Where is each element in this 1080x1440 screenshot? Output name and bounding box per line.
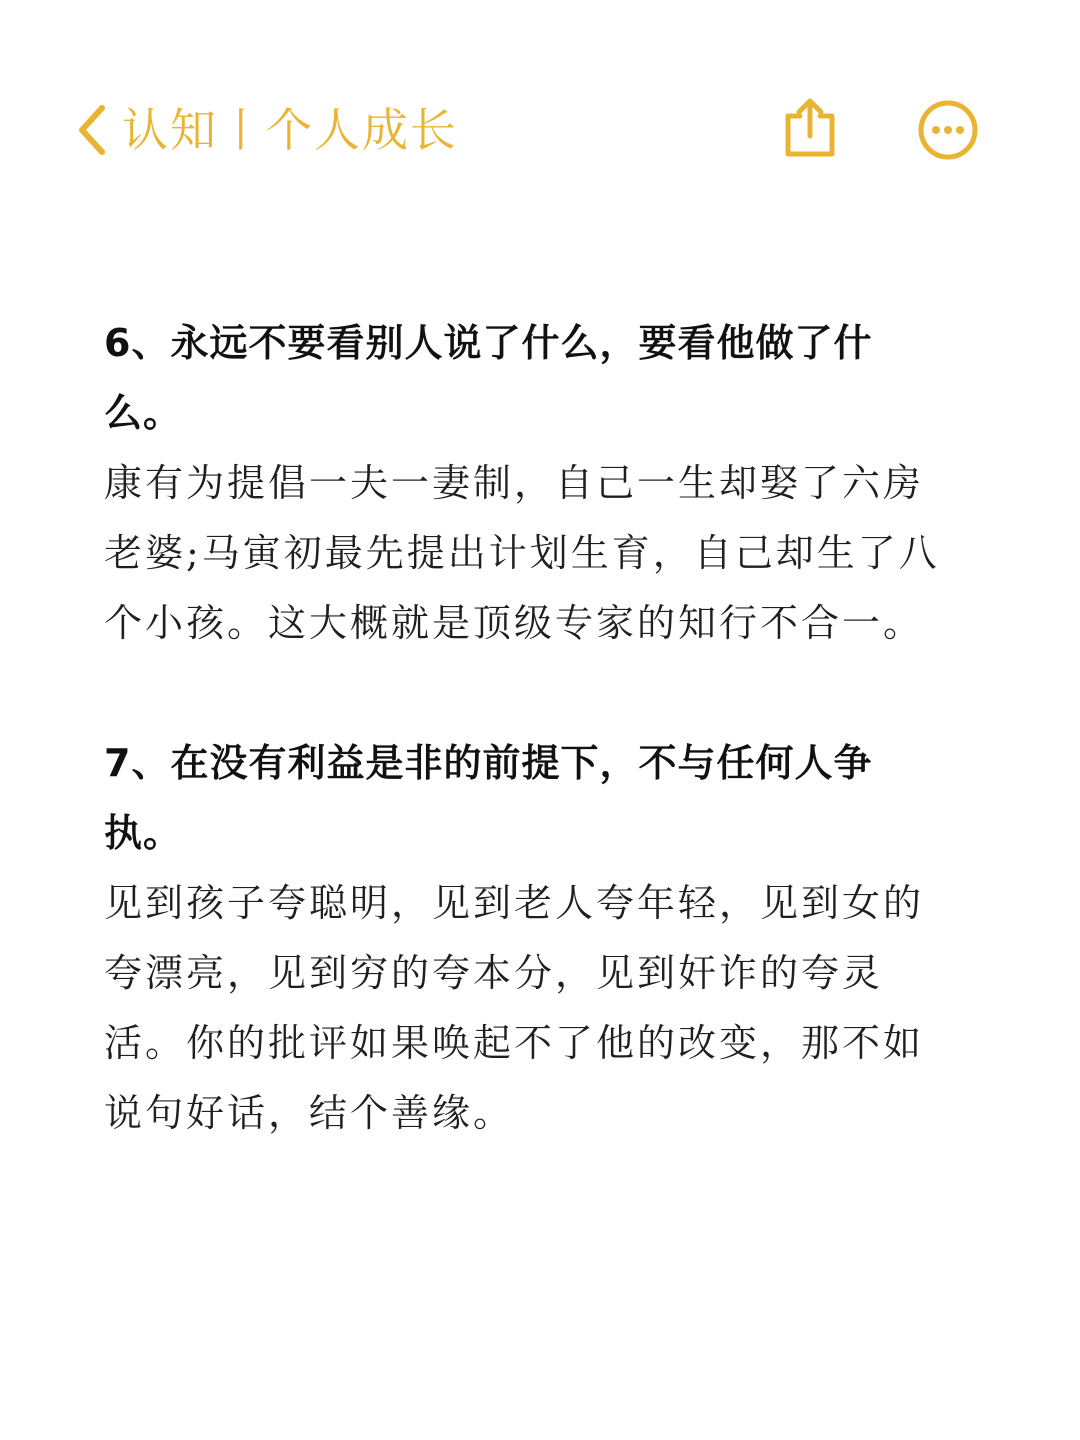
section-7: [104, 728, 964, 1148]
back-button[interactable]: [72, 102, 458, 158]
share-icon[interactable]: [780, 96, 840, 160]
note-content: [104, 308, 964, 1148]
nav-bar: [0, 80, 1080, 180]
section-body: 康有为提倡一夫一妻制，自己一生却娶了六房老婆;马寅初最先提出计划生育，自己却生了八个小孩。这大概就是顶级专家的知行不合一。: [104, 461, 940, 645]
section-heading: 6、永远不要看别人说了什么，要看他做了什么。: [104, 321, 873, 435]
section-heading: 7、在没有利益是非的前提下，不与任何人争执。: [104, 741, 873, 855]
note-folder-title: 认知丨个人成长: [122, 103, 458, 157]
chevron-left-icon: [72, 102, 112, 158]
section-6: [104, 308, 964, 658]
section-body: 见到孩子夸聪明，见到老人夸年轻，见到女的夸漂亮，见到穷的夸本分，见到奸诈的夸灵活。你的批评如果唤起不了他的改变，那不如说句好话，结个善缘。: [104, 881, 925, 1135]
more-icon[interactable]: [916, 98, 980, 162]
